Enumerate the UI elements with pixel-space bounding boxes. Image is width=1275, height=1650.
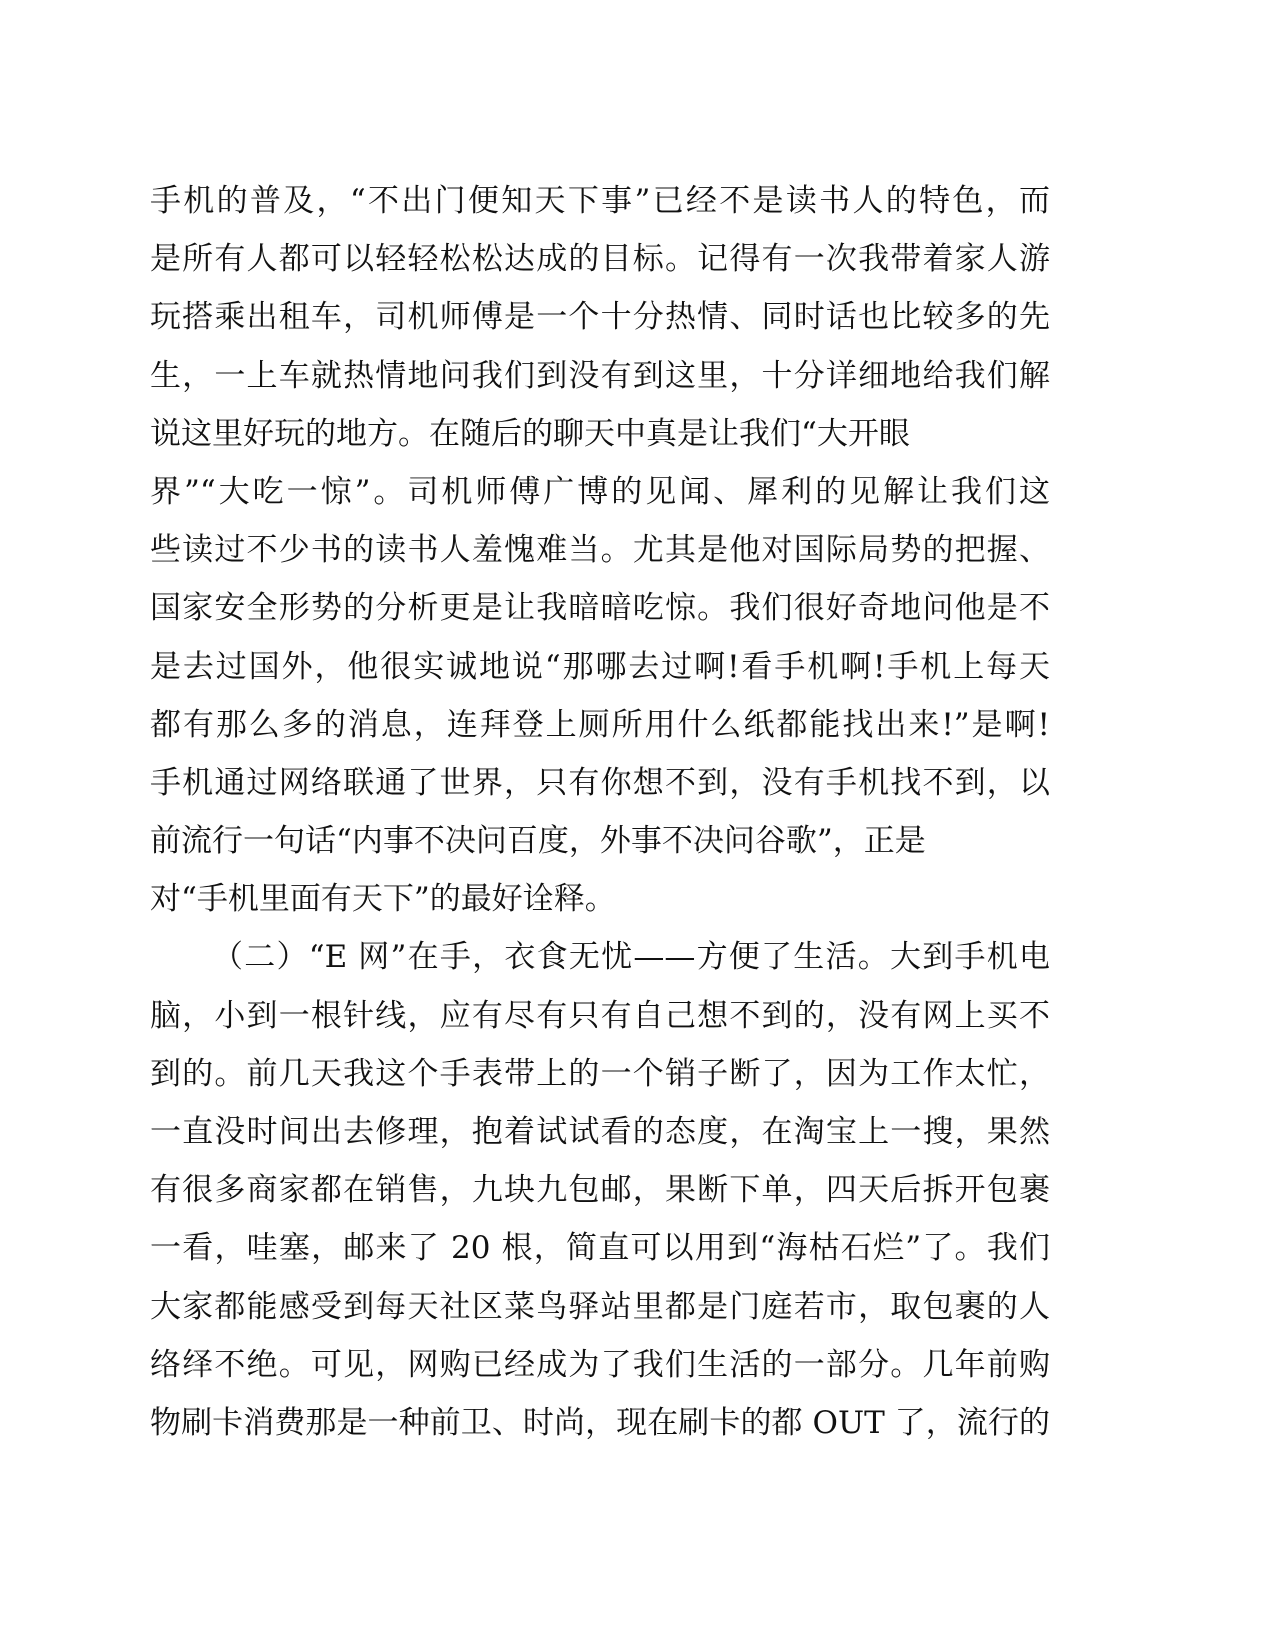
- text-line: 一看，哇塞，邮来了 20 根，简直可以用到“海枯石烂”了。我们: [150, 1230, 1050, 1267]
- text-line: 是去过国外，他很实诚地说“那哪去过啊!看手机啊!手机上每天: [150, 648, 1050, 685]
- text-line: 些读过不少书的读书人羞愧难当。尤其是他对国际局势的把握、: [150, 532, 1050, 569]
- text-line: 络绎不绝。可见，网购已经成为了我们生活的一部分。几年前购: [150, 1346, 1050, 1383]
- text-line: 脑，小到一根针线，应有尽有只有自己想不到的，没有网上买不: [150, 997, 1050, 1034]
- text-line: 手机的普及，“不出门便知天下事”已经不是读书人的特色，而: [150, 183, 1050, 219]
- text-line: 是所有人都可以轻轻松松达成的目标。记得有一次我带着家人游: [150, 241, 1050, 278]
- text-line: 玩搭乘出租车，司机师傅是一个十分热情、同时话也比较多的先: [150, 299, 1050, 336]
- text-line: 国家安全形势的分析更是让我暗暗吃惊。我们很好奇地问他是不: [150, 590, 1050, 627]
- text-line: 到的。前几天我这个手表带上的一个销子断了，因为工作太忙，: [150, 1055, 1050, 1092]
- text-line: 说这里好玩的地方。在随后的聊天中真是让我们“大开眼: [150, 415, 910, 452]
- text-line: 物刷卡消费那是一种前卫、时尚，现在刷卡的都 OUT 了，流行的: [150, 1404, 1050, 1441]
- text-line: 有很多商家都在销售，九块九包邮，果断下单，四天后拆开包裹: [150, 1172, 1050, 1209]
- body-text: [150, 172, 1050, 1452]
- text-line: 一直没时间出去修理，抱着试试看的态度，在淘宝上一搜，果然: [150, 1114, 1050, 1150]
- text-line: 界”“大吃一惊”。司机师傅广博的见闻、犀利的见解让我们这: [150, 473, 1050, 510]
- section-heading-line: （二）“E 网”在手，衣食无忧——方便了生活。大到手机电: [212, 939, 1050, 976]
- text-line: 手机通过网络联通了世界，只有你想不到，没有手机找不到，以: [150, 764, 1050, 801]
- text-line: 大家都能感受到每天社区菜鸟驿站里都是门庭若市，取包裹的人: [150, 1288, 1050, 1325]
- text-line: 对“手机里面有天下”的最好诠释。: [150, 881, 616, 918]
- text-line: 生，一上车就热情地问我们到没有到这里，十分详细地给我们解: [150, 357, 1050, 394]
- text-line: 前流行一句话“内事不决问百度，外事不决问谷歌”，正是: [150, 823, 926, 860]
- text-line: 都有那么多的消息，连拜登上厕所用什么纸都能找出来!”是啊!: [150, 706, 1050, 743]
